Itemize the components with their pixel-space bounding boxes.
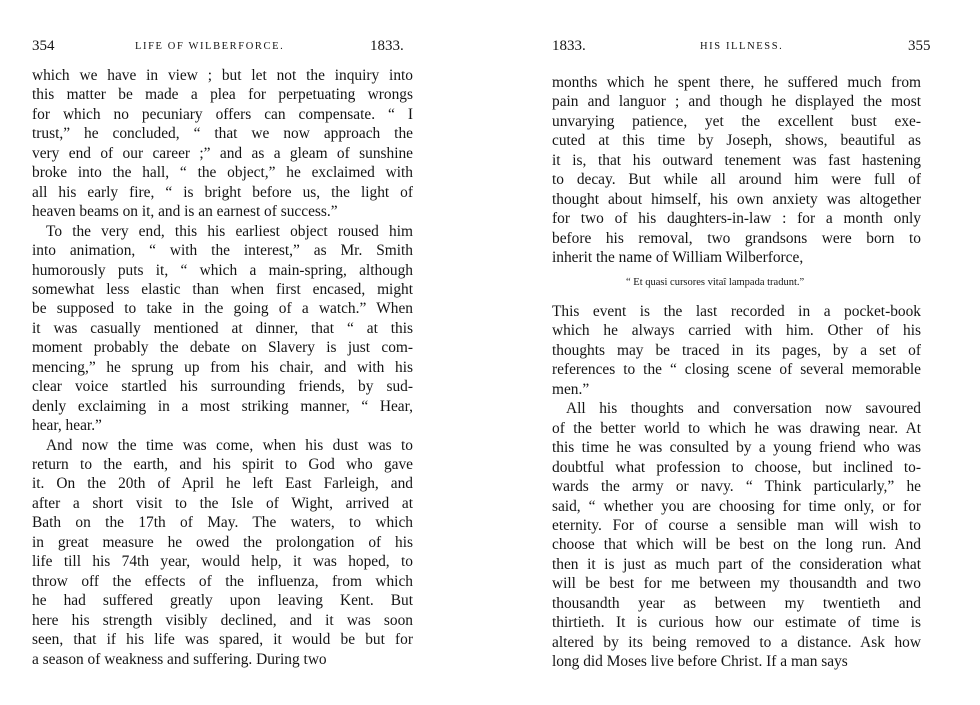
text-line: in great measure he owed the prolongation of his bbox=[32, 533, 413, 551]
text-line: for two of his daughters-in-law : for a month only bbox=[552, 210, 921, 228]
text-line: to decay. But while all around him were full of bbox=[552, 171, 921, 189]
text-line: thoughts may be traced in its pages, by a set of bbox=[552, 341, 921, 359]
text-line: choose that which will be best on the long run. And bbox=[552, 536, 921, 554]
text-line: this matter be made a plea for perpetuating wrongs bbox=[32, 86, 413, 104]
text-line: which he always carried with him. Other of his bbox=[552, 322, 921, 340]
text-line: inherit the name of William Wilberforce, bbox=[552, 249, 804, 267]
text-line: it was casually mentioned at dinner, that “ at this bbox=[32, 319, 413, 337]
text-line: life till his 74th year, would help, it was hoped, to bbox=[32, 553, 413, 571]
text-line: broke into the hall, “ the object,” he exclaimed with bbox=[32, 164, 413, 182]
text-line: here his strength visibly declined, and it was soon bbox=[32, 611, 413, 629]
text-line: this time he was consulted by a young friend who was bbox=[552, 439, 921, 457]
text-line: thought about himself, his own anxiety was altogether bbox=[552, 190, 921, 208]
text-line: seen, that if his life was spared, it would be but for bbox=[32, 631, 413, 649]
text-line: before his removal, two grandsons were born to bbox=[552, 229, 921, 247]
text-line: eternity. For of course a sensible man will wish to bbox=[552, 516, 921, 534]
text-line: unvarying patience, yet the excellent bust exe- bbox=[552, 112, 921, 130]
text-line: said, “ whether you are choosing for time only, or for bbox=[552, 497, 921, 515]
text-line: it is, that his outward tenement was fast hastening bbox=[552, 151, 921, 169]
text-line: pain and languor ; and though he displayed the most bbox=[552, 93, 921, 111]
text-line: throw off the effects of the influenza, from which bbox=[32, 572, 413, 590]
left-page-header bbox=[0, 38, 490, 58]
text-line: which we have in view ; but let not the inquiry into bbox=[32, 67, 413, 84]
text-line: wards the army or navy. “ Think particularly,” he bbox=[552, 478, 921, 496]
text-line: altered by its being removed to a distance. Ask how bbox=[552, 633, 921, 651]
text-line: This event is the last recorded in a pocket-book bbox=[552, 303, 921, 320]
text-line: mencing,” he sprung up from his chair, and with his bbox=[32, 358, 413, 376]
text-line: men.” bbox=[552, 380, 590, 398]
text-line: doubtful what profession to choose, but inclined to- bbox=[552, 458, 921, 476]
text-line: will be best for me between my thousandth and two bbox=[552, 575, 921, 593]
header-year: 1833. bbox=[370, 38, 404, 54]
text-line: heaven beams on it, and is an earnest of success.” bbox=[32, 203, 338, 221]
text-line: thousandth year as between my twentieth and bbox=[552, 594, 921, 612]
text-line: for which no pecuniary offers can compensate. “ I bbox=[32, 105, 413, 123]
text-line: very end of our career ;” and as a gleam of sunshine bbox=[32, 144, 413, 162]
right-page bbox=[490, 0, 980, 705]
text-line: All his thoughts and conversation now savoured bbox=[566, 400, 921, 418]
text-line: cuted at this time by Joseph, shows, beautiful as bbox=[552, 132, 921, 150]
text-line: then it is just as much part of the consideration what bbox=[552, 555, 921, 573]
text-line: long did Moses live before Christ. If a man says bbox=[552, 653, 848, 671]
text-line: moment probably the debate on Slavery is just com- bbox=[32, 339, 413, 357]
text-line: into animation, “ with the interest,” as Mr. Smith bbox=[32, 242, 413, 260]
page-number: 354 bbox=[32, 38, 55, 54]
text-line: humorously puts it, “ which a main-spring, although bbox=[32, 261, 413, 279]
text-line: after a short visit to the Isle of Wight, arrived at bbox=[32, 494, 413, 512]
text-line: he had suffered greatly upon leaving Kent. But bbox=[32, 592, 413, 610]
text-line: months which he spent there, he suffered much from bbox=[552, 74, 921, 91]
text-line: all his early fire, “ is bright before us, the light of bbox=[32, 183, 413, 201]
text-line: it. On the 20th of April he left East Farleigh, and bbox=[32, 475, 413, 493]
text-line: of the better world to which he was drawing near. At bbox=[552, 419, 921, 437]
text-line: be supposed to take in the going of a watch.” When bbox=[32, 300, 413, 318]
text-line: And now the time was come, when his dust was to bbox=[46, 436, 413, 454]
latin-quotation: “ Et quasi cursores vitaî lampada tradunt.” bbox=[626, 277, 805, 288]
text-line: trust,” he concluded, “ that we now approach the bbox=[32, 125, 413, 143]
text-line: references to the “ closing scene of several memorable bbox=[552, 361, 921, 379]
text-line: To the very end, this his earliest object roused him bbox=[46, 222, 413, 240]
text-line: return to the earth, and his spirit to God who gave bbox=[32, 456, 413, 473]
running-title: LIFE OF WILBERFORCE. bbox=[135, 41, 285, 52]
text-line: denly exclaiming in a most striking manner, “ Hear, bbox=[32, 397, 413, 415]
running-title: HIS ILLNESS. bbox=[700, 41, 784, 52]
text-line: clear voice startled his surrounding friends, by sud- bbox=[32, 378, 413, 396]
page-number: 355 bbox=[908, 38, 931, 54]
header-year: 1833. bbox=[552, 38, 586, 54]
text-line: a season of weakness and suffering. During two bbox=[32, 650, 327, 668]
text-line: Bath on the 17th of May. The waters, to which bbox=[32, 514, 413, 532]
text-line: somewhat less elastic than when first encased, might bbox=[32, 280, 413, 298]
right-page-header bbox=[490, 38, 980, 58]
text-line: hear, hear.” bbox=[32, 417, 102, 435]
text-line: thirtieth. It is curious how our estimate of time is bbox=[552, 614, 921, 632]
